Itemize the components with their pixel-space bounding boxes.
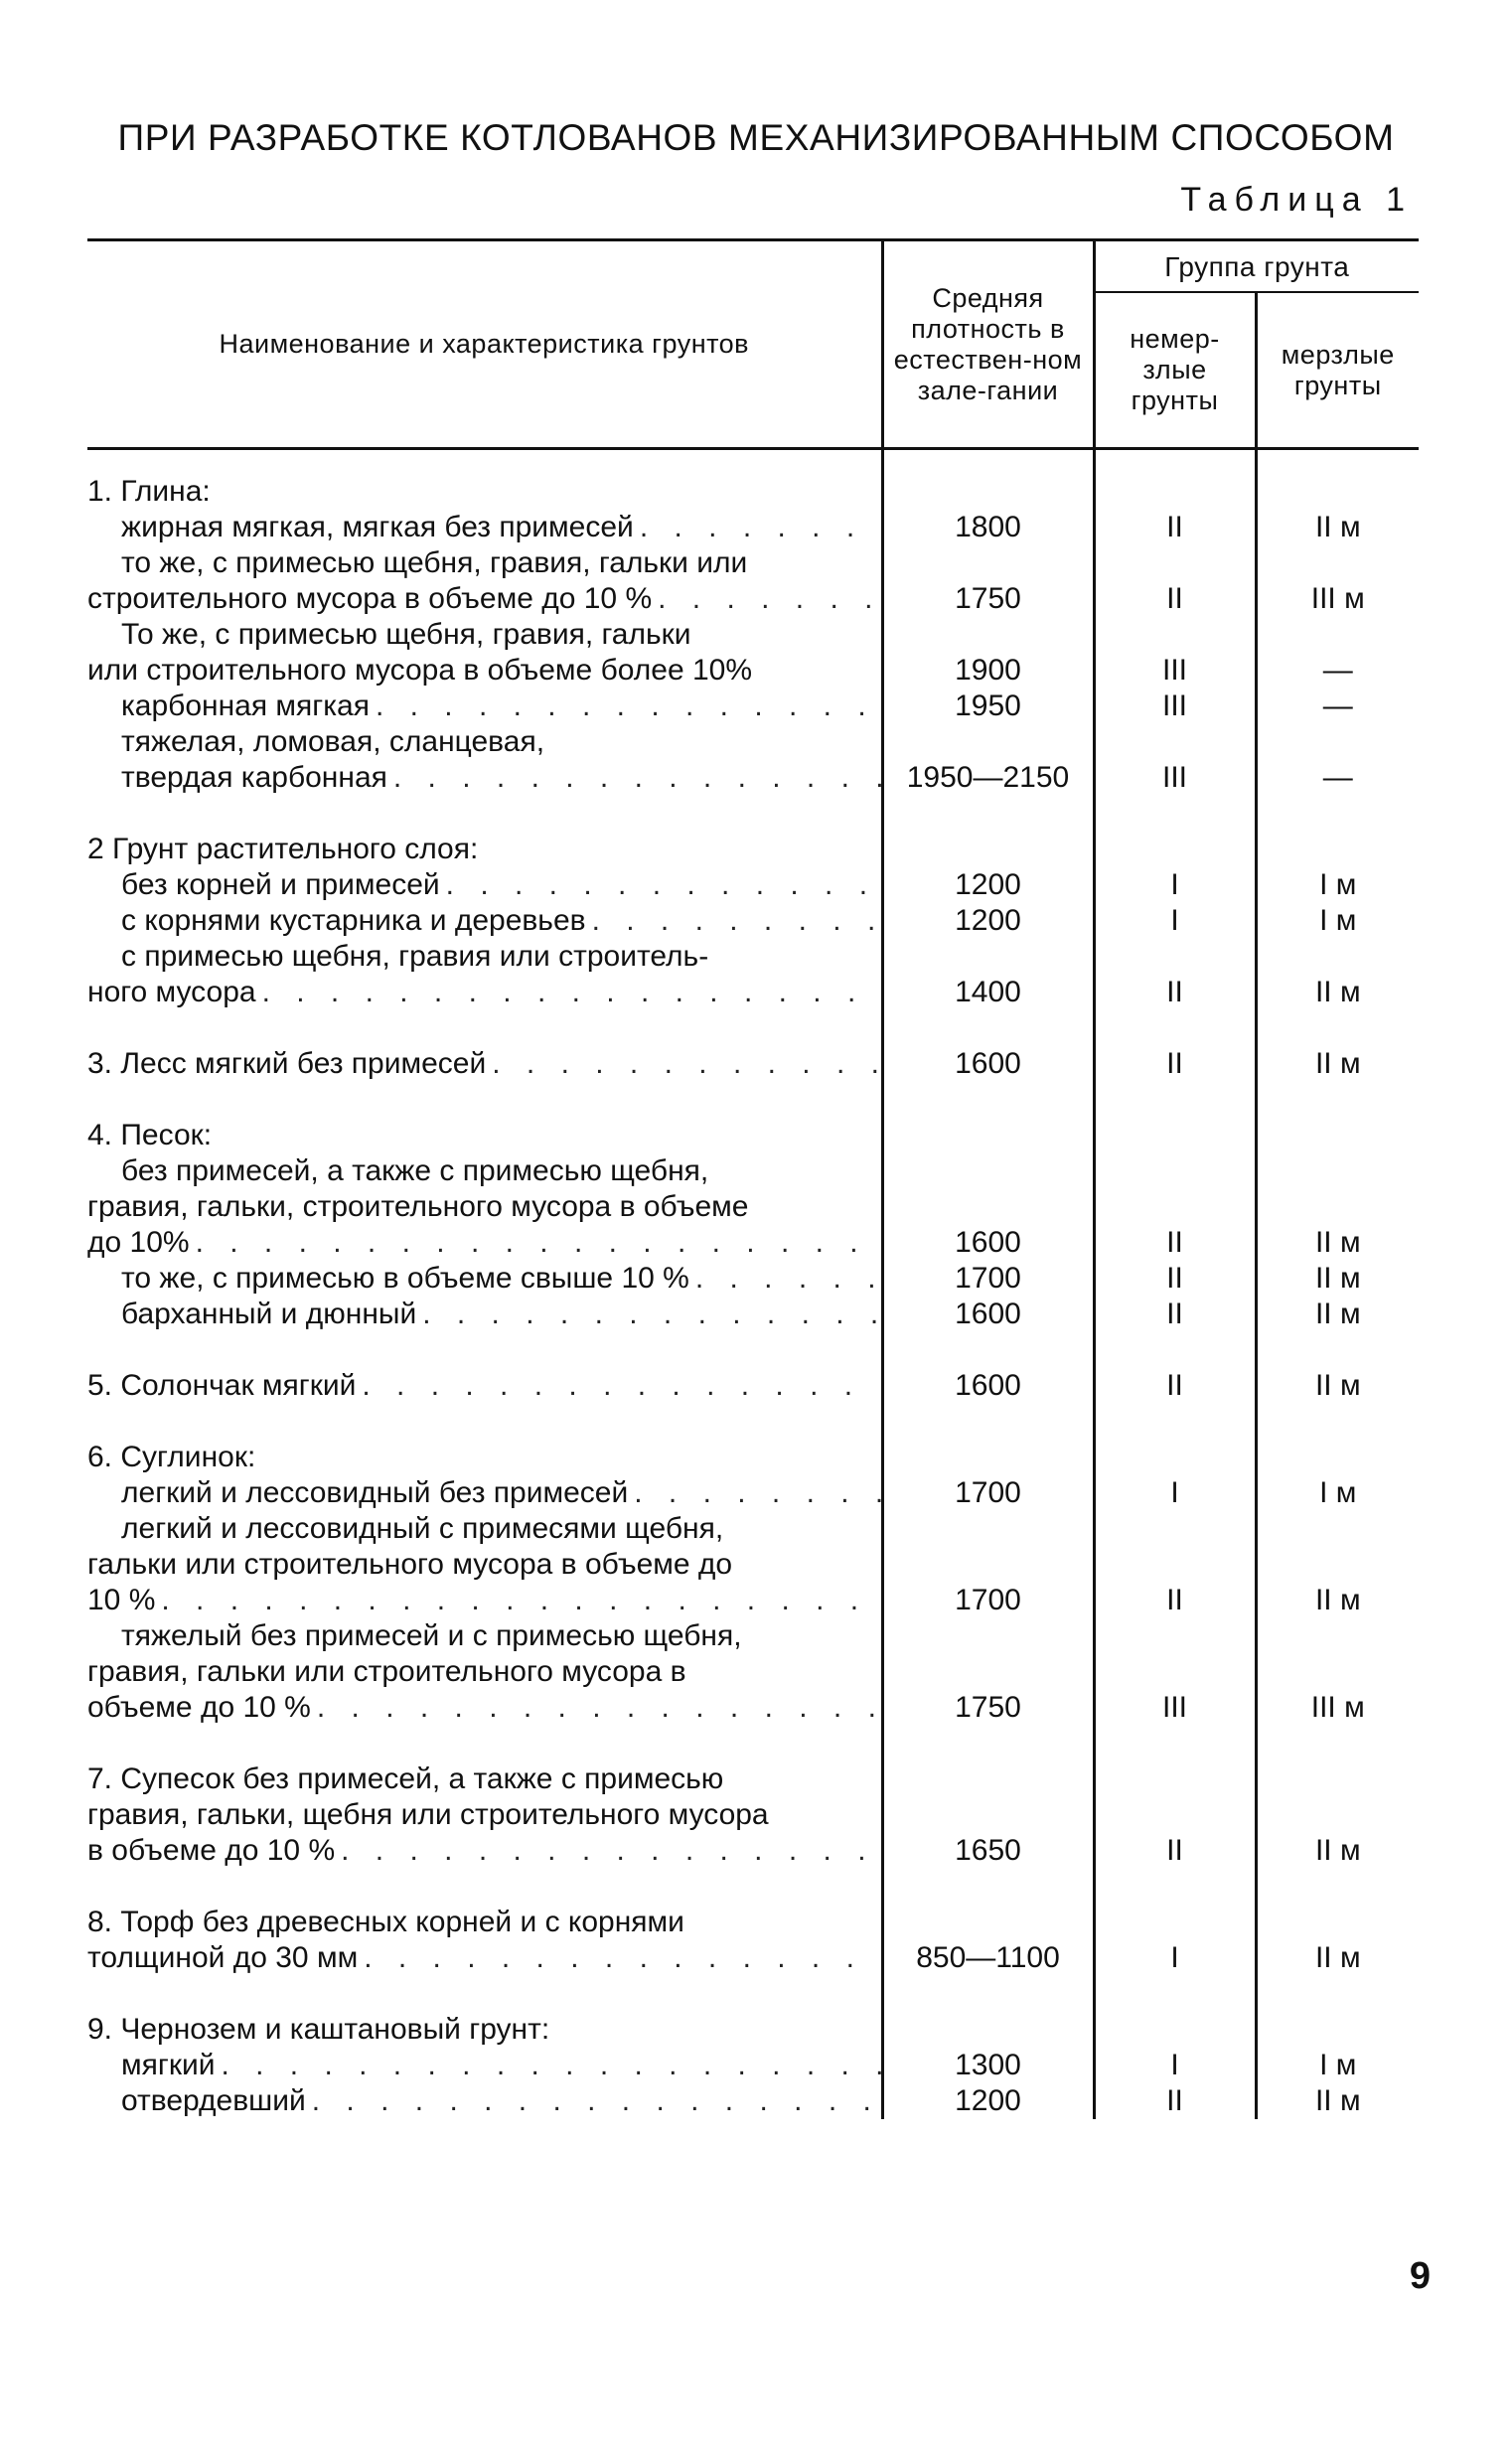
density-value: 1600 bbox=[882, 1046, 1094, 1082]
table-row bbox=[87, 1475, 1419, 1511]
frozen-value: II м bbox=[1256, 2083, 1419, 2119]
table-row bbox=[87, 474, 1419, 510]
table-row bbox=[87, 688, 1419, 724]
row-text: 9. Чернозем и каштановый грунт: bbox=[87, 2013, 550, 2046]
row-text: без примесей, а также с примесью щебня, bbox=[121, 1154, 709, 1187]
frozen-value: II м bbox=[1256, 1153, 1419, 1261]
unfrozen-value: II bbox=[1094, 1297, 1256, 1332]
frozen-value: II м bbox=[1256, 1905, 1419, 1976]
density-value: 1950—2150 bbox=[882, 724, 1094, 796]
density-value: 1650 bbox=[882, 1761, 1094, 1869]
table-row bbox=[87, 939, 1419, 1010]
row-text: мягкий . . . bbox=[87, 2048, 881, 2083]
row-text: 3. Лесс мягкий без примесей . . . bbox=[87, 1046, 881, 1082]
table-row bbox=[87, 1261, 1419, 1297]
density-value: 1700 bbox=[882, 1261, 1094, 1297]
header-frozen: мерзлые грунты bbox=[1256, 292, 1419, 449]
density-value: 1900 bbox=[882, 617, 1094, 688]
frozen-value: I м bbox=[1256, 1475, 1419, 1511]
header-density: Средняя плотность в естествен-ном зале-гании bbox=[882, 240, 1094, 449]
row-text: или строительного мусора в объеме более 10% bbox=[87, 654, 753, 687]
density-value: 1750 bbox=[882, 1618, 1094, 1726]
density-value: 1750 bbox=[882, 545, 1094, 617]
frozen-value: II м bbox=[1256, 1511, 1419, 1618]
frozen-value: I м bbox=[1256, 867, 1419, 903]
unfrozen-value: II bbox=[1094, 1368, 1256, 1404]
frozen-value: II м bbox=[1256, 1761, 1419, 1869]
unfrozen-value: III bbox=[1094, 1618, 1256, 1726]
row-text: 7. Супесок без примесей, а также с примесью bbox=[87, 1762, 724, 1795]
table-row bbox=[87, 1046, 1419, 1082]
density-value: 1400 bbox=[882, 939, 1094, 1010]
table-row bbox=[87, 2048, 1419, 2083]
density-value: 1700 bbox=[882, 1475, 1094, 1511]
unfrozen-value: I bbox=[1094, 867, 1256, 903]
row-text: 6. Суглинок: bbox=[87, 1441, 256, 1473]
unfrozen-value: II bbox=[1094, 939, 1256, 1010]
density-value: 1300 bbox=[882, 2048, 1094, 2083]
table-row bbox=[87, 2083, 1419, 2119]
frozen-value: — bbox=[1256, 688, 1419, 724]
unfrozen-value: III bbox=[1094, 688, 1256, 724]
table-row bbox=[87, 1905, 1419, 1976]
unfrozen-value: II bbox=[1094, 510, 1256, 545]
unfrozen-value: II bbox=[1094, 2083, 1256, 2119]
row-text: до 10% . . . bbox=[87, 1225, 881, 1261]
row-text: То же, с примесью щебня, гравия, гальки bbox=[121, 618, 691, 651]
table-row bbox=[87, 545, 1419, 617]
density-value: 1600 bbox=[882, 1153, 1094, 1261]
table-row bbox=[87, 903, 1419, 939]
table-caption: Таблица 1 bbox=[1180, 181, 1413, 219]
row-text: ного мусора . . . bbox=[87, 975, 881, 1010]
density-value: 1800 bbox=[882, 510, 1094, 545]
frozen-value: II м bbox=[1256, 1046, 1419, 1082]
unfrozen-value: II bbox=[1094, 1153, 1256, 1261]
table-row bbox=[87, 1618, 1419, 1726]
row-text: 8. Торф без древесных корней и с корнями bbox=[87, 1906, 684, 1938]
row-text: жирная мягкая, мягкая без примесей . . . bbox=[87, 510, 881, 545]
frozen-value: I м bbox=[1256, 903, 1419, 939]
row-text: твердая карбонная . . . bbox=[87, 760, 881, 796]
page-title: ПРИ РАЗРАБОТКЕ КОТЛОВАНОВ МЕХАНИЗИРОВАННЫМ СПОСОБОМ bbox=[117, 117, 1395, 158]
frozen-value: II м bbox=[1256, 1261, 1419, 1297]
table-row bbox=[87, 1118, 1419, 1153]
row-text: 1. Глина: bbox=[87, 475, 211, 508]
table-row bbox=[87, 832, 1419, 867]
row-text: гравия, гальки или строительного мусора в bbox=[87, 1655, 686, 1688]
frozen-value: II м bbox=[1256, 510, 1419, 545]
row-text: то же, с примесью в объеме свыше 10 % . . . bbox=[87, 1261, 881, 1297]
table-row bbox=[87, 510, 1419, 545]
frozen-value: III м bbox=[1256, 545, 1419, 617]
frozen-value: II м bbox=[1256, 1368, 1419, 1404]
frozen-value: I м bbox=[1256, 2048, 1419, 2083]
unfrozen-value: III bbox=[1094, 617, 1256, 688]
row-text: легкий и лессовидный с примесями щебня, bbox=[121, 1512, 724, 1545]
unfrozen-value: I bbox=[1094, 2048, 1256, 2083]
table-row bbox=[87, 1297, 1419, 1332]
unfrozen-value: II bbox=[1094, 545, 1256, 617]
row-text: тяжелая, ломовая, сланцевая, bbox=[121, 725, 545, 758]
row-text: гальки или строительного мусора в объеме до bbox=[87, 1548, 733, 1581]
row-text: с примесью щебня, гравия или строитель- bbox=[121, 940, 709, 973]
density-value: 1950 bbox=[882, 688, 1094, 724]
table-row bbox=[87, 1368, 1419, 1404]
row-text: 10 % . . . bbox=[87, 1583, 881, 1618]
row-text: без корней и примесей . . . bbox=[87, 867, 881, 903]
frozen-value: II м bbox=[1256, 939, 1419, 1010]
row-text: гравия, гальки, щебня или строительного мусора bbox=[87, 1798, 769, 1831]
row-text: 5. Солончак мягкий . . . bbox=[87, 1368, 881, 1404]
row-text: 4. Песок: bbox=[87, 1119, 213, 1151]
header-unfrozen: немер-злые грунты bbox=[1094, 292, 1256, 449]
density-value: 1200 bbox=[882, 903, 1094, 939]
frozen-value: II м bbox=[1256, 1297, 1419, 1332]
density-value: 1200 bbox=[882, 2083, 1094, 2119]
row-text: гравия, гальки, строительного мусора в объеме bbox=[87, 1190, 749, 1223]
density-value: 1200 bbox=[882, 867, 1094, 903]
unfrozen-value: III bbox=[1094, 724, 1256, 796]
frozen-value: — bbox=[1256, 724, 1419, 796]
unfrozen-value: II bbox=[1094, 1511, 1256, 1618]
density-value: 1700 bbox=[882, 1511, 1094, 1618]
table-row bbox=[87, 1761, 1419, 1869]
row-text: строительного мусора в объеме до 10 % . . . bbox=[87, 581, 881, 617]
row-text: легкий и лессовидный без примесей . . . bbox=[87, 1475, 881, 1511]
table-row bbox=[87, 724, 1419, 796]
row-text: объеме до 10 % . . . bbox=[87, 1690, 881, 1726]
table-row bbox=[87, 1440, 1419, 1475]
table-row bbox=[87, 1153, 1419, 1261]
density-value: 1600 bbox=[882, 1297, 1094, 1332]
row-text: отвердевший . . . bbox=[87, 2083, 881, 2119]
unfrozen-value: I bbox=[1094, 1475, 1256, 1511]
unfrozen-value: II bbox=[1094, 1261, 1256, 1297]
header-group: Группа грунта bbox=[1094, 240, 1419, 293]
row-text: барханный и дюнный . . . bbox=[87, 1297, 881, 1332]
frozen-value: — bbox=[1256, 617, 1419, 688]
row-text: с корнями кустарника и деревьев . . . bbox=[87, 903, 881, 939]
table-row bbox=[87, 617, 1419, 688]
unfrozen-value: II bbox=[1094, 1046, 1256, 1082]
density-value: 1600 bbox=[882, 1368, 1094, 1404]
row-text: то же, с примесью щебня, гравия, гальки или bbox=[121, 546, 748, 579]
row-text: тяжелый без примесей и с примесью щебня, bbox=[121, 1619, 742, 1652]
density-value: 850—1100 bbox=[882, 1905, 1094, 1976]
row-text: карбонная мягкая . . . bbox=[87, 688, 881, 724]
unfrozen-value: I bbox=[1094, 903, 1256, 939]
soil-table bbox=[87, 238, 1419, 2119]
frozen-value: III м bbox=[1256, 1618, 1419, 1726]
row-text: толщиной до 30 мм . . . bbox=[87, 1940, 881, 1976]
unfrozen-value: I bbox=[1094, 1905, 1256, 1976]
row-text: в объеме до 10 % . . . bbox=[87, 1833, 881, 1869]
table-row bbox=[87, 1511, 1419, 1618]
unfrozen-value: II bbox=[1094, 1761, 1256, 1869]
table-row bbox=[87, 2012, 1419, 2048]
header-name: Наименование и характеристика грунтов bbox=[87, 240, 882, 449]
table-row bbox=[87, 867, 1419, 903]
page-number: 9 bbox=[1409, 2255, 1431, 2297]
row-text: 2 Грунт растительного слоя: bbox=[87, 833, 479, 865]
